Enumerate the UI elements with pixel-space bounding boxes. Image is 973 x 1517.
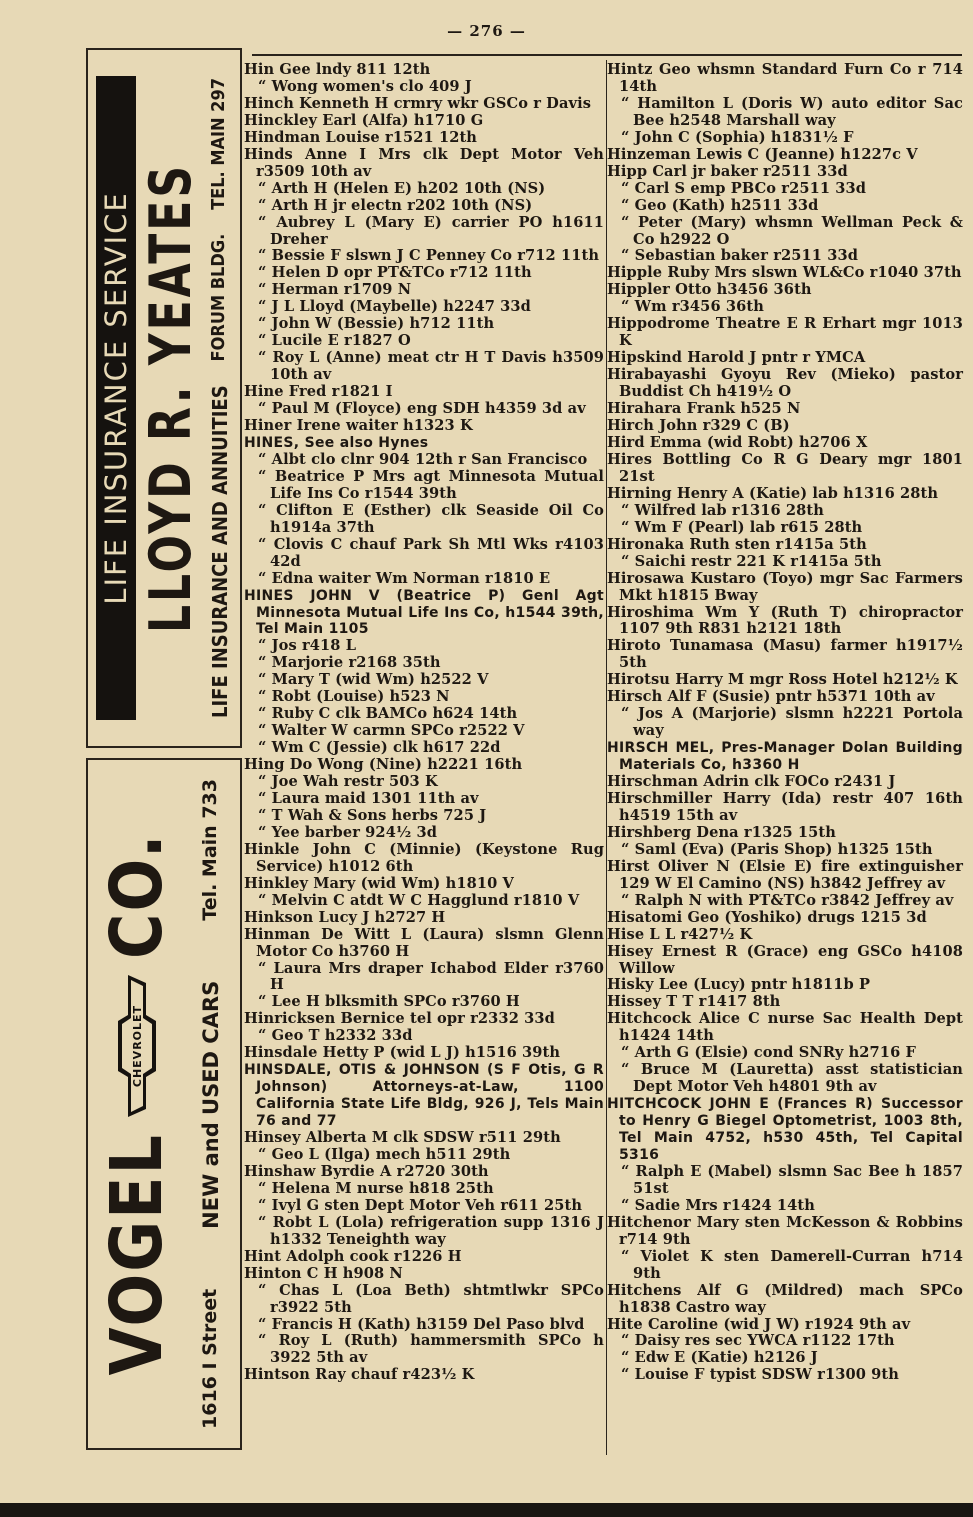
directory-entry: “ Sebastian baker r2511 33d — [621, 247, 859, 265]
directory-entry: “ Robt (Louise) h523 N — [258, 688, 450, 706]
header-rule — [252, 54, 962, 56]
directory-entry: Hing Do Wong (Nine) h2221 16th — [244, 756, 523, 774]
directory-entry: “ Saichi restr 221 K r1415a 5th — [621, 552, 882, 570]
directory-entry: HINES, See also Hynes — [244, 434, 429, 451]
directory-entry: Hise L L r427½ K — [607, 925, 753, 943]
directory-entry: “ Helena M nurse h818 25th — [258, 1179, 494, 1197]
directory-entry: “ Bessie F slswn J C Penney Co r712 11th — [258, 247, 600, 265]
insurance-ad-tel: TEL. MAIN 297 — [208, 78, 230, 210]
directory-entry: “ Helen D opr PT&TCo r712 11th — [258, 264, 532, 282]
directory-entry: “ Wong women's clo 409 J — [258, 77, 472, 95]
directory-entry: Hinman De Witt L (Laura) slsmn Glenn Motor Co h3760 H — [244, 925, 604, 960]
directory-entry: “ Geo L (Ilga) mech h511 29th — [258, 1146, 511, 1163]
directory-entry: Hinshaw Byrdie A r2720 30th — [244, 1162, 489, 1180]
directory-entry: Hinton C H h908 N — [244, 1264, 403, 1282]
page-number: — 276 — — [447, 22, 526, 40]
directory-entry: “ Ralph E (Mabel) slsmn Sac Bee h 1857 51st — [621, 1162, 963, 1197]
directory-entry: “ Violet K sten Damerell-Curran h714 9th — [621, 1247, 963, 1282]
directory-entry: “ Ruby C clk BAMCo h624 14th — [258, 705, 518, 723]
directory-entry: “ Arth G (Elsie) cond SNRy h2716 F — [621, 1044, 916, 1062]
directory-entry: “ Geo (Kath) h2511 33d — [621, 196, 819, 214]
insurance-ad — [86, 48, 242, 748]
directory-entry: “ Joe Wah restr 503 K — [258, 773, 438, 791]
directory-entry: “ Ivyl G sten Dept Motor Veh r611 25th — [258, 1196, 583, 1214]
page-bottom-edge — [0, 1503, 973, 1517]
directory-entry: Hissey T T r1417 8th — [607, 993, 781, 1011]
directory-entry: Hitchens Alf G (Mildred) mach SPCo h1838 Castro way — [607, 1281, 963, 1316]
directory-entry: Hirst Oliver N (Elsie E) fire extinguisher 129 W El Camino (NS) h3842 Jeffrey av — [607, 857, 963, 892]
vogel-ad-tel: Tel. Main 733 — [199, 779, 221, 921]
directory-entry: Hironaka Ruth sten r1415a 5th — [607, 535, 867, 553]
directory-entry: “ Louise F typist SDSW r1300 9th — [621, 1366, 899, 1384]
insurance-ad-name: LLOYD R. YEATES — [138, 162, 205, 634]
directory-entry: “ Yee barber 924½ 3d — [258, 823, 438, 841]
directory-entry: “ Wm r3456 36th — [621, 298, 764, 316]
directory-entry: “ Arth H (Helen E) h202 10th (NS) — [258, 179, 546, 197]
directory-entry: Hirning Henry A (Katie) lab h1316 28th — [607, 484, 939, 502]
directory-entry: “ Lucile E r1827 O — [258, 332, 411, 350]
directory-entry: Hinch Kenneth H crmry wkr GSCo r Davis — [244, 94, 592, 112]
directory-entry: HINSDALE, OTIS & JOHNSON (S F Otis, G R Johnson) Attorneys-at-Law, 1100 California State Life Bldg, 926 J, Tels Main 76 and 77 — [244, 1062, 604, 1130]
directory-entry: “ Saml (Eva) (Paris Shop) h1325 15th — [621, 840, 933, 858]
directory-entry: Hippodrome Theatre E R Erhart mgr 1013 K — [607, 315, 963, 350]
directory-entry: Hippler Otto h3456 36th — [607, 281, 812, 299]
chevrolet-bowtie-logo — [116, 971, 158, 1121]
directory-entry: “ Francis H (Kath) h3159 Del Paso blvd — [258, 1315, 585, 1333]
vogel-ad — [86, 758, 242, 1450]
directory-entry: “ Melvin C atdt W C Hagglund r1810 V — [258, 891, 580, 909]
directory-entry: Hipple Ruby Mrs slswn WL&Co r1040 37th — [607, 264, 962, 282]
directory-entry: “ Mary T (wid Wm) h2522 V — [258, 671, 489, 689]
directory-entry: Hiroto Tunamasa (Masu) farmer h1917½ 5th — [607, 637, 963, 672]
directory-entry: “ Aubrey L (Mary E) carrier PO h1611 Dreher — [258, 213, 604, 248]
directory-entry: “ Walter W carmn SPCo r2522 V — [258, 722, 525, 740]
directory-entry: Hint Adolph cook r1226 H — [244, 1247, 462, 1265]
directory-entry: Hindman Louise r1521 12th — [244, 128, 478, 146]
directory-entry: “ Chas L (Loa Beth) shtmtlwkr SPCo r3922 5th — [258, 1281, 604, 1316]
directory-entry: “ Herman r1709 N — [258, 281, 412, 299]
insurance-ad-building: FORUM BLDG. — [208, 233, 230, 362]
directory-entry: “ Robt L (Lola) refrigeration supp 1316 J h1332 Teneighth way — [258, 1213, 604, 1248]
directory-entry: Hite Caroline (wid J W) r1924 9th av — [607, 1315, 911, 1333]
directory-column-right — [607, 62, 963, 1384]
directory-entry: Hinsdale Hetty P (wid L J) h1516 39th — [244, 1044, 561, 1062]
directory-entry: “ Roy L (Ruth) hammersmith SPCo h 3922 5th av — [258, 1332, 604, 1367]
directory-entry: “ Roy L (Anne) meat ctr H T Davis h3509 10th av — [258, 349, 604, 384]
directory-entry: “ Hamilton L (Doris W) auto editor Sac Bee h2548 Marshall way — [621, 94, 963, 129]
directory-entry: Hisey Ernest R (Grace) eng GSCo h4108 Willow — [607, 942, 963, 977]
directory-entry: Hitchenor Mary sten McKesson & Robbins r714 9th — [607, 1213, 963, 1248]
directory-entry: Hirschman Adrin clk FOCo r2431 J — [607, 773, 896, 791]
directory-entry: “ Clifton E (Esther) clk Seaside Oil Co h1914a 37th — [258, 501, 604, 536]
directory-entry: HIRSCH MEL, Pres-Manager Dolan Building Materials Co, h3360 H — [607, 740, 963, 774]
directory-entry: Hinkson Lucy J h2727 H — [244, 908, 446, 926]
insurance-ad-banner: LIFE INSURANCE SERVICE — [96, 76, 136, 720]
directory-entry: Hiroshima Wm Y (Ruth T) chiropractor 1107 9th R831 h2121 18th — [607, 603, 963, 638]
directory-entry: “ Edna waiter Wm Norman r1810 E — [258, 569, 551, 587]
directory-entry: “ Ralph N with PT&TCo r3842 Jeffrey av — [621, 891, 954, 909]
directory-entry: “ Laura Mrs draper Ichabod Elder r3760 H — [258, 959, 604, 994]
directory-entry: “ Jos A (Marjorie) slsmn h2221 Portola way — [621, 705, 963, 740]
directory-entry: “ Sadie Mrs r1424 14th — [621, 1196, 815, 1214]
directory-entry: “ Paul M (Floyce) eng SDH h4359 3d av — [258, 400, 586, 418]
directory-entry: “ Beatrice P Mrs agt Minnesota Mutual Life Ins Co r1544 39th — [258, 467, 604, 502]
directory-entry: Hiner Irene waiter h1323 K — [244, 417, 473, 435]
directory-entry: “ Bruce M (Lauretta) asst statistician Dept Motor Veh h4801 9th av — [621, 1061, 963, 1096]
directory-entry: Hinkle John C (Minnie) (Keystone Rug Service) h1012 6th — [244, 840, 604, 875]
directory-entry: “ Clovis C chauf Park Sh Mtl Wks r4103 42d — [258, 535, 604, 570]
directory-entry: Hine Fred r1821 I — [244, 383, 393, 401]
directory-entry: Hinricksen Bernice tel opr r2332 33d — [244, 1010, 555, 1028]
directory-entry: “ Carl S emp PBCo r2511 33d — [621, 179, 867, 197]
directory-entry: Hinds Anne I Mrs clk Dept Motor Veh r3509 10th av — [244, 145, 604, 180]
directory-entry: “ Marjorie r2168 35th — [258, 654, 441, 672]
vogel-ad-title — [94, 774, 179, 1434]
directory-entry: “ Albt clo clnr 904 12th r San Francisco — [258, 450, 588, 468]
directory-entry: “ Geo T h2332 33d — [258, 1027, 413, 1045]
directory-entry: “ Wm C (Jessie) clk h617 22d — [258, 739, 501, 757]
vogel-ad-name: VOGEL — [94, 1133, 179, 1376]
directory-entry: “ Laura maid 1301 11th av — [258, 789, 479, 807]
directory-entry: Hisky Lee (Lucy) pntr h1811b P — [607, 976, 871, 994]
directory-entry: Hirabayashi Gyoyu Rev (Mieko) pastor Buddist Ch h419½ O — [607, 366, 963, 401]
directory-entry: “ Lee H blksmith SPCo r3760 H — [258, 993, 520, 1011]
insurance-ad-footer — [208, 78, 232, 718]
directory-entry: “ Wilfred lab r1316 28th — [621, 501, 824, 519]
directory-entry: “ John C (Sophia) h1831½ F — [621, 128, 854, 146]
directory-entry: “ J L Lloyd (Maybelle) h2247 33d — [258, 298, 531, 316]
directory-entry: Hires Bottling Co R G Deary mgr 1801 21st — [607, 450, 963, 485]
directory-entry: “ Arth H jr electn r202 10th (NS) — [258, 196, 533, 214]
directory-entry: HITCHCOCK JOHN E (Frances R) Successor to Henry G Biegel Optometrist, 1003 8th, Tel Main 4752, h530 45th, Tel Capital 5316 — [607, 1096, 963, 1163]
directory-entry: Hintz Geo whsmn Standard Furn Co r 714 14th — [607, 61, 963, 95]
directory-entry: Hintson Ray chauf r423½ K — [244, 1366, 475, 1384]
directory-entry: Hirotsu Harry M mgr Ross Hotel h212½ K — [607, 671, 958, 689]
directory-entry: “ T Wah & Sons herbs 725 J — [258, 806, 487, 824]
directory-entry: “ Wm F (Pearl) lab r615 28th — [621, 518, 863, 536]
vogel-ad-emblem: CHEVROLET — [130, 1004, 144, 1088]
directory-entry: Hisatomi Geo (Yoshiko) drugs 1215 3d — [607, 908, 927, 926]
directory-entry: Hinsey Alberta M clk SDSW r511 29th — [244, 1129, 561, 1147]
directory-entry: “ Daisy res sec YWCA r1122 17th — [621, 1332, 895, 1350]
directory-entry: Hinckley Earl (Alfa) h1710 G — [244, 111, 484, 129]
directory-entry: “ Peter (Mary) whsmn Wellman Peck & Co h2922 O — [621, 213, 963, 248]
directory-entry: Hinzeman Lewis C (Jeanne) h1227c V — [607, 145, 918, 163]
insurance-ad-line: LIFE INSURANCE AND ANNUITIES — [208, 385, 233, 718]
directory-entry: “ Edw E (Katie) h2126 J — [621, 1349, 818, 1367]
directory-entry: HINES JOHN V (Beatrice P) Genl Agt Minnesota Mutual Life Ins Co, h1544 39th, Tel Main 1105 — [244, 587, 604, 638]
directory-entry: “ Jos r418 L — [258, 637, 357, 655]
directory-entry: Hird Emma (wid Robt) h2706 X — [607, 433, 868, 451]
directory-entry: Hipskind Harold J pntr r YMCA — [607, 349, 866, 367]
directory-entry: Hin Gee lndy 811 12th — [244, 61, 431, 78]
directory-entry: Hirahara Frank h525 N — [607, 400, 801, 418]
directory-entry: Hirshberg Dena r1325 15th — [607, 823, 836, 841]
vogel-ad-co: CO. — [94, 832, 179, 960]
directory-entry: Hinkley Mary (wid Wm) h1810 V — [244, 874, 514, 892]
directory-entry: Hirschmiller Harry (Ida) restr 407 16th h4519 15th av — [607, 789, 963, 824]
directory-entry: Hirosawa Kustaro (Toyo) mgr Sac Farmers Mkt h1815 Bway — [607, 569, 963, 604]
directory-entry: “ John W (Bessie) h712 11th — [258, 315, 495, 333]
directory-column-left — [244, 62, 604, 1384]
vogel-ad-footer — [199, 779, 223, 1429]
directory-entry: Hitchcock Alice C nurse Sac Health Dept h1424 14th — [607, 1010, 963, 1045]
directory-entry: Hirsch Alf F (Susie) pntr h5371 10th av — [607, 688, 935, 706]
vogel-ad-address: 1616 I Street — [199, 1288, 221, 1429]
directory-entry: Hirch John r329 C (B) — [607, 417, 790, 435]
vogel-ad-tagline: NEW and USED CARS — [199, 980, 223, 1229]
directory-entry: Hipp Carl jr baker r2511 33d — [607, 162, 848, 180]
